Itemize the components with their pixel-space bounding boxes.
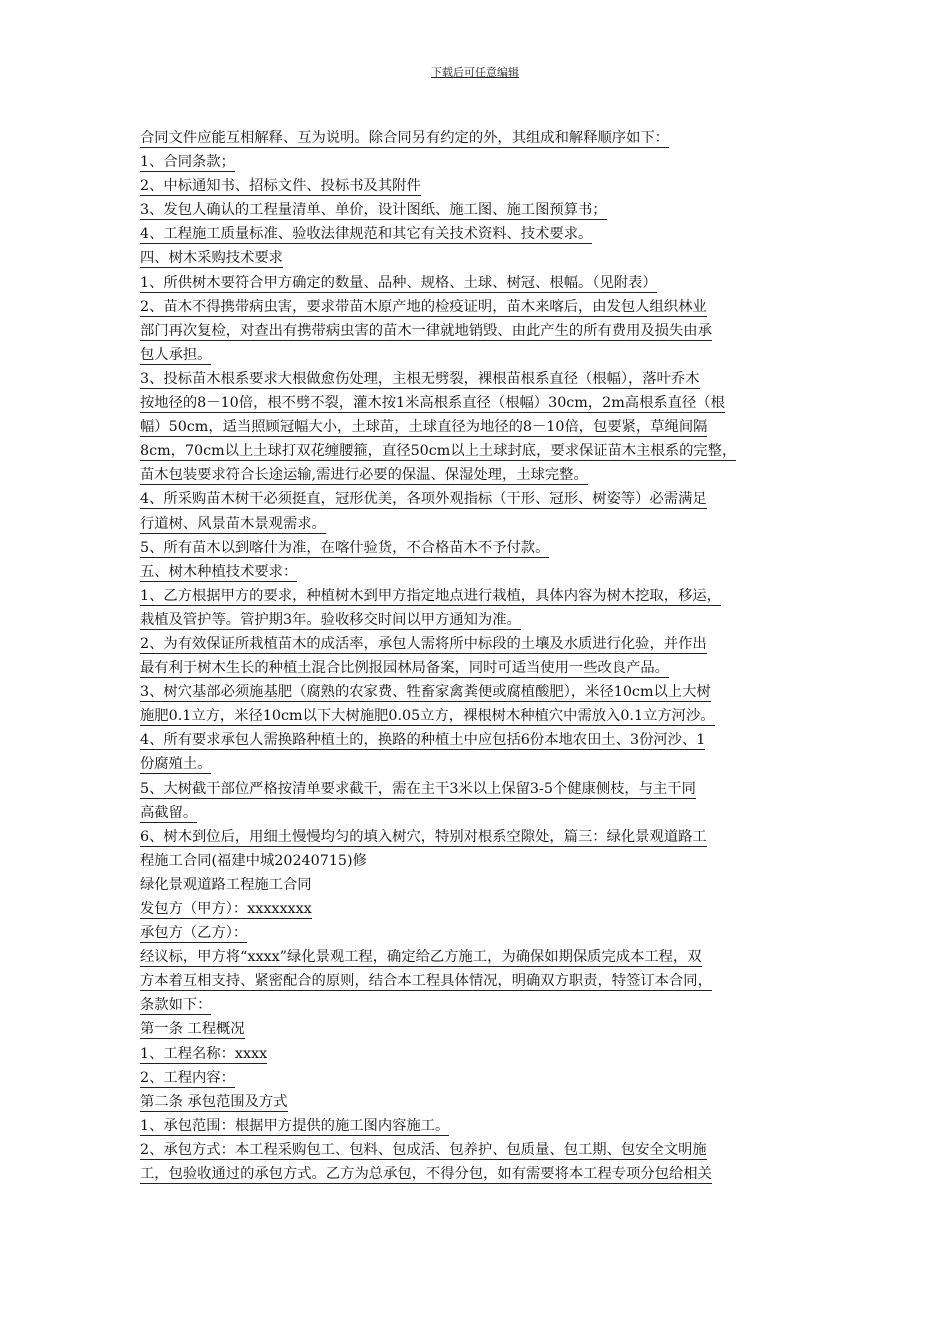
text-line-content: 工，包验收通过的承包方式。乙方为总承包，不得分包，如有需要将本工程专项分包给相关 (140, 1166, 712, 1183)
text-line-content: 3、树穴基部必须施基肥（腐熟的农家费、牲畜家禽粪便或腐植酸肥），米径10cm以上大树 (140, 684, 711, 701)
text-line-content: 5、大树截干部位严格按清单要求截干，需在主干3米以上保留3-5个健康侧枝，与主干同 (140, 780, 696, 797)
text-line-content: 1、承包范围：根据甲方提供的施工图内容施工。 (140, 1117, 450, 1134)
text-line-content: 方本着互相支持、紧密配合的原则，结合本工程具体情况，明确双方职责，特签订本合同， (140, 973, 712, 990)
text-line-content: 栽植及管护等。管护期3年。验收移交时间以甲方通知为准。 (140, 611, 521, 628)
text-line (140, 512, 830, 536)
text-line (140, 945, 830, 969)
text-line (140, 1017, 830, 1041)
text-line (140, 343, 830, 367)
text-line-content: 承包方（乙方）： (140, 925, 248, 942)
text-line (140, 560, 830, 584)
text-line-content: 合同文件应能互相解释、互为说明。除合同另有约定的外，其组成和解释顺序如下： (140, 130, 669, 146)
text-line-content: 程施工合同(福建中城20240715)修 (140, 852, 367, 869)
text-line (140, 439, 830, 463)
text-line-content: 4、所有要求承包人需换路种植土的，换路的种植土中应包括6份本地农田土、3份河沙、1 (140, 732, 706, 749)
text-line (140, 367, 830, 391)
text-line-content: 行道树、风景苗木景观需求。 (140, 515, 326, 532)
text-line (140, 487, 830, 511)
text-line (140, 1042, 830, 1066)
text-line (140, 150, 830, 174)
text-line-content: 四、树木采购技术要求 (140, 250, 283, 267)
text-line (140, 680, 830, 704)
text-line (140, 463, 830, 487)
text-line (140, 415, 830, 439)
text-line (140, 704, 830, 728)
text-line (140, 536, 830, 560)
text-line (140, 993, 830, 1017)
page-header: 下载后可任意编辑 (431, 66, 519, 79)
text-line-content: 第一条 工程概况 (140, 1021, 245, 1038)
text-line-content: 条款如下： (140, 997, 212, 1014)
text-line-content: 8cm，70cm以上土球打双花缠腰箍，直径50cm以上土球封底，要求保证苗木主根系的完整， (140, 443, 737, 460)
text-line-content: 施肥0.1立方，米径10cm以下大树施肥0.05立方，裸根树木种植穴中需放入0.1立方河沙。 (140, 708, 715, 725)
text-line-content: 苗木包装要求符合长途运输,需进行必要的保温、保湿处理，土球完整。 (140, 467, 588, 484)
text-line (140, 777, 830, 801)
text-line (140, 584, 830, 608)
text-line-content: 发包方（甲方）：xxxxxxxx (140, 901, 312, 917)
text-line-content: 包人承担。 (140, 346, 212, 363)
text-line-content: 部门再次复检，对查出有携带病虫害的苗木一律就地销毁、由此产生的所有费用及损失由承 (140, 322, 712, 339)
text-line-content: 4、工程施工质量标准、验收法律规范和其它有关技术资料、技术要求。 (140, 226, 593, 243)
text-line-content: 1、所供树木要符合甲方确定的数量、品种、规格、土球、树冠、根幅。（见附表） (140, 274, 657, 291)
text-line (140, 728, 830, 752)
text-line (140, 921, 830, 945)
text-line (140, 632, 830, 656)
text-line-content: 绿化景观道路工程施工合同 (140, 876, 312, 893)
document-body (140, 126, 830, 1186)
text-line (140, 126, 830, 150)
text-line-content: 3、发包人确认的工程量清单、单价，设计图纸、施工图、施工图预算书； (140, 202, 607, 219)
text-line (140, 1114, 830, 1138)
text-line (140, 849, 830, 873)
text-line (140, 271, 830, 295)
text-line (140, 1066, 830, 1090)
text-line-content: 2、承包方式：本工程采购包工、包料、包成活、包养护、包质量、包工期、包安全文明施 (140, 1141, 707, 1158)
text-line (140, 295, 830, 319)
text-line (140, 873, 830, 897)
text-line-content: 3、投标苗木根系要求大根做愈伤处理，主根无劈裂，裸根苗根系直径（根幅），落叶乔木 (140, 370, 700, 387)
text-line-content: 第二条 承包范围及方式 (140, 1093, 288, 1110)
text-line (140, 319, 830, 343)
text-line (140, 656, 830, 680)
text-line-content: 五、树木种植技术要求： (140, 563, 298, 580)
text-line-content: 2、中标通知书、招标文件、投标书及其附件 (140, 178, 421, 195)
text-line-content: 经议标，甲方将“xxxx”绿化景观工程，确定给乙方施工，为确保如期保质完成本工程，双 (140, 949, 702, 966)
text-line (140, 608, 830, 632)
text-line (140, 969, 830, 993)
text-line (140, 391, 830, 415)
text-line (140, 897, 830, 921)
text-line-content: 1、乙方根据甲方的要求，种植树木到甲方指定地点进行栽植，具体内容为树木挖取，移运， (140, 587, 721, 604)
text-line-content: 幅）50cm，适当照顾冠幅大小，土球苗，土球直径为地径的8－10倍，包要紧，草绳间隔 (140, 419, 708, 436)
text-line-content: 4、所采购苗木树干必须挺直，冠形优美，各项外观指标（干形、冠形、树姿等）必需满足 (140, 491, 707, 508)
text-line (140, 752, 830, 776)
text-line-content: 最有利于树木生长的种植土混合比例报园林局备案，同时可适当使用一些改良产品。 (140, 660, 669, 677)
text-line (140, 825, 830, 849)
text-line (140, 1162, 830, 1186)
text-line-content: 2、苗木不得携带病虫害，要求带苗木原产地的检疫证明，苗木来喀后，由发包人组织林业 (140, 298, 707, 315)
text-line (140, 1090, 830, 1114)
text-line-content: 1、工程名称：xxxx (140, 1045, 268, 1062)
text-line (140, 1138, 830, 1162)
text-line-content: 份腐殖土。 (140, 756, 212, 773)
text-line-content: 2、为有效保证所栽植苗木的成活率，承包人需将所中标段的土壤及水质进行化验，并作出 (140, 635, 707, 652)
text-line (140, 246, 830, 270)
text-line (140, 198, 830, 222)
text-line-content: 按地径的8－10倍，根不劈不裂，灌木按1米高根系直径（根幅）30cm，2m高根系直径（根 (140, 395, 725, 412)
text-line (140, 174, 830, 198)
text-line-content: 5、所有苗木以到喀什为准，在喀什验货，不合格苗木不予付款。 (140, 539, 550, 556)
text-line-content: 1、合同条款； (140, 154, 235, 171)
text-line (140, 801, 830, 825)
text-line (140, 222, 830, 246)
text-line-content: 2、工程内容： (140, 1069, 235, 1086)
text-line-content: 6、树木到位后，用细土慢慢均匀的填入树穴，特别对根系空隙处，篇三：绿化景观道路工 (140, 828, 707, 845)
text-line-content: 高截留。 (140, 804, 198, 821)
